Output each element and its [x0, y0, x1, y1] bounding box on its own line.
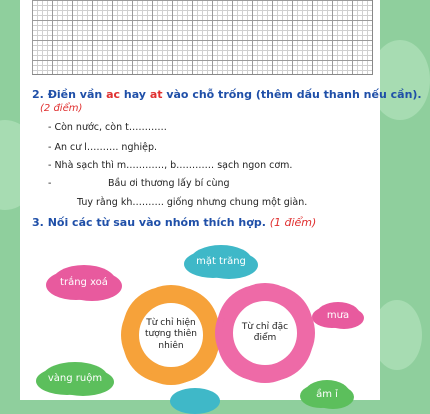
group-label-features: Từ chỉ đặc điểm	[241, 321, 289, 343]
fill-line-2: - An cư l………. nghiệp.	[48, 142, 158, 153]
worksheet-page	[20, 0, 422, 400]
word-cloud-mat-trang[interactable]: mặt trăng	[190, 245, 252, 277]
question-2-points: (2 điểm)	[40, 103, 83, 114]
fill-line-1: - Còn nước, còn t…………	[48, 122, 167, 133]
group-flower-nature[interactable]	[128, 292, 214, 378]
group-flower-features[interactable]	[222, 290, 308, 376]
handwriting-grid	[32, 0, 373, 75]
word-cloud-mua[interactable]: mưa	[316, 302, 360, 328]
question-2-heading: 2. Điền vần ac hay at vào chỗ trống (thêm dấu thanh nếu cần).	[32, 88, 422, 101]
word-cloud-partial[interactable]	[170, 388, 220, 414]
fill-line-3: - Nhà sạch thì m…………, b………… sạch ngon cơm.	[48, 160, 293, 171]
group-label-nature: Từ chỉ hiện tượng thiên nhiên	[145, 318, 197, 351]
vowel-at: at	[149, 88, 163, 101]
word-cloud-am-i[interactable]: ầm ỉ	[304, 380, 350, 408]
word-cloud-trang-xoa[interactable]: trắng xoá	[52, 265, 116, 299]
fill-line-5: Tuy rằng kh………. giống nhưng chung một giàn.	[77, 197, 308, 208]
word-cloud-vang-ruom[interactable]: vàng ruộm	[42, 362, 108, 394]
question-3-points: (1 điểm)	[269, 216, 317, 229]
question-3-heading: 3. Nối các từ sau vào nhóm thích hợp. (1 điểm)	[32, 216, 317, 229]
fill-line-4: Bầu ơi thương lấy bí cùng	[108, 178, 230, 189]
fill-line-dash: -	[48, 178, 52, 189]
vowel-ac: ac	[106, 88, 121, 101]
